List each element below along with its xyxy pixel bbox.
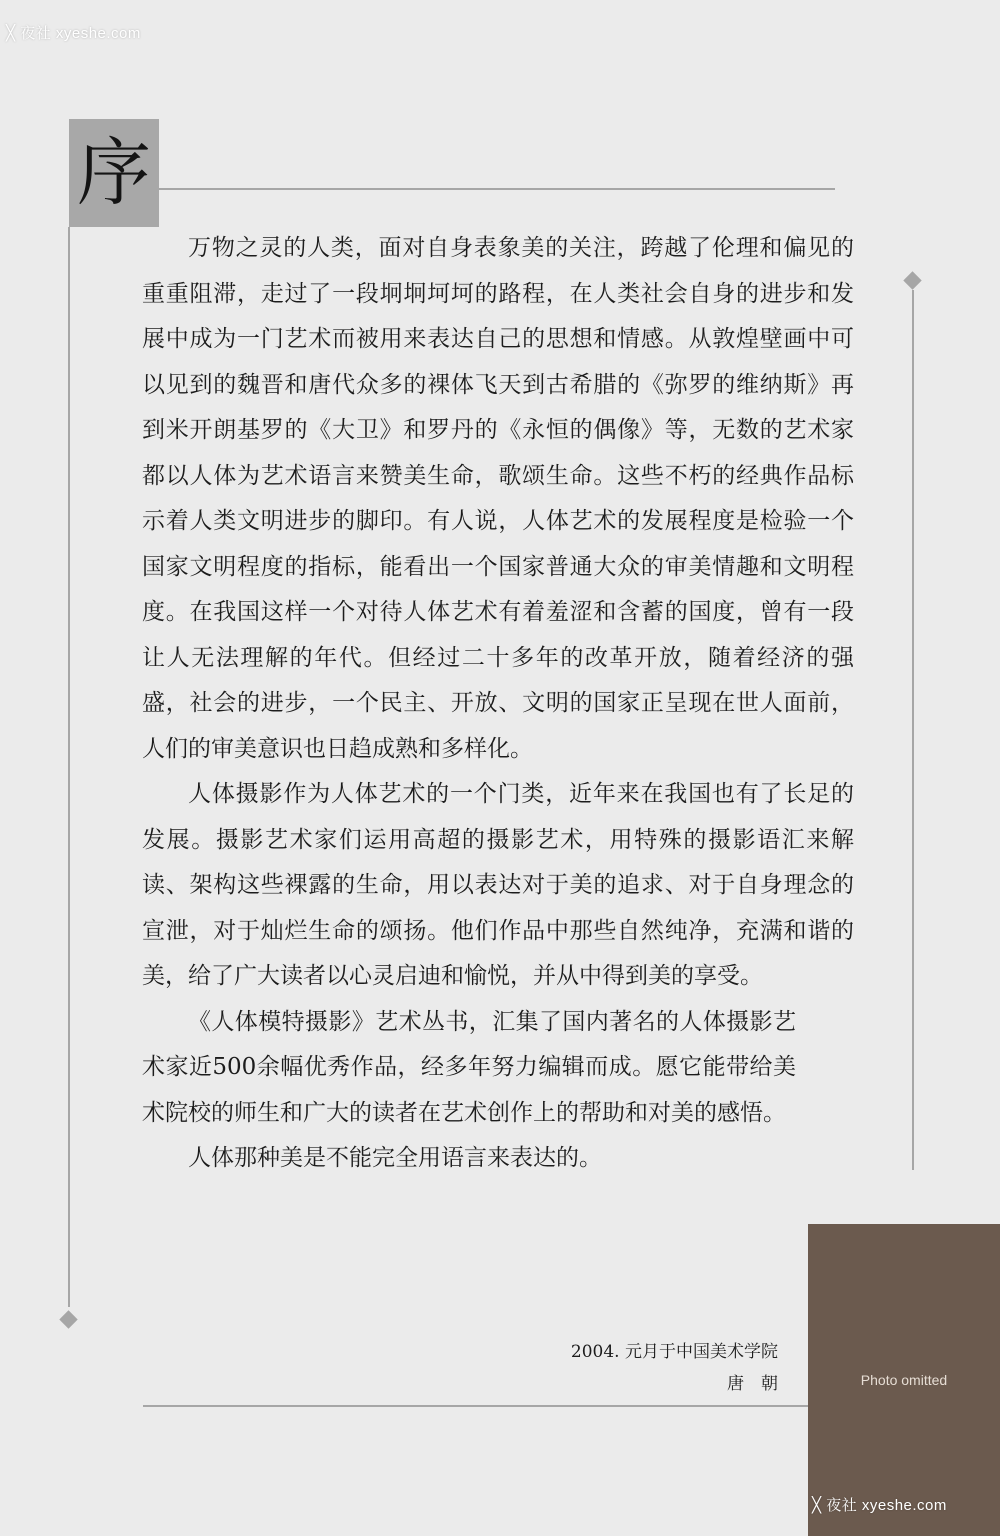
right-vertical-rule	[912, 290, 914, 1170]
right-diamond-ornament	[903, 271, 921, 289]
page-title: 序	[77, 130, 151, 216]
photo-placeholder-note: Photo omitted	[860, 1372, 948, 1388]
top-rule	[159, 188, 835, 190]
watermark-top: ╳ 夜社 xyeshe.com	[6, 25, 141, 42]
bottom-rule	[143, 1405, 808, 1407]
left-vertical-rule	[68, 227, 70, 1307]
watermark-bottom: ╳ 夜社 xyeshe.com	[812, 1497, 947, 1514]
paragraph-4: 人体那种美是不能完全用语言来表达的。	[188, 1145, 602, 1171]
paragraph-1: 万物之灵的人类，面对自身表象美的关注，跨越了伦理和偏见的重重阻滞，走过了一段坰坰坷坷的路程，在人类社会自身的进步和发展中成为一门艺术而被用来表达自己的思想和情感。从敦煌壁画中可以见到的魏晋和唐代众多的裸体飞天到古希腊的《弥罗的维纳斯》再到米开朗基罗的《大卫》和罗丹的《永恒的偶像》等，无数的艺术家都以人体为艺术语言来赞美生命，歌颂生命。这些不朽的经典作品标示着人类文明进步的脚印。有人说，人体艺术的发展程度是检验一个国家文明程度的指标，能看出一个国家普通大众的审美情趣和文明程度。在我国这样一个对待人体艺术有着羞涩和含蓄的国度，曾有一段让人无法理解的年代。但经过二十多年的改革开放，随着经济的强盛，社会的进步，一个民主、开放、文明的国家正呈现在世人面前，人们的审美意识也日趋成熟和多样化。	[142, 235, 854, 762]
title-block	[69, 119, 159, 227]
paragraph-3: 《人体模特摄影》艺术丛书，汇集了国内著名的人体摄影艺术家近500余幅优秀作品，经多年努力编辑而成。愿它能带给美术院校的师生和广大的读者在艺术创作上的帮助和对美的感悟。	[142, 1008, 796, 1126]
signature-date-place: 2004. 元月于中国美术学院	[570, 1342, 778, 1362]
signature-author: 唐 朝	[727, 1374, 778, 1394]
signature-block	[571, 1336, 778, 1400]
corner-photo-placeholder	[808, 1224, 1000, 1536]
paragraph-2: 人体摄影作为人体艺术的一个门类，近年来在我国也有了长足的发展。摄影艺术家们运用高超的摄影艺术，用特殊的摄影语汇来解读、架构这些裸露的生命，用以表达对于美的追求、对于自身理念的宣泄，对于灿烂生命的颂扬。他们作品中那些自然纯净，充满和谐的美，给了广大读者以心灵启迪和愉悦，并从中得到美的享受。	[142, 781, 854, 989]
preface-body	[142, 226, 854, 1182]
left-diamond-ornament	[59, 1310, 77, 1328]
